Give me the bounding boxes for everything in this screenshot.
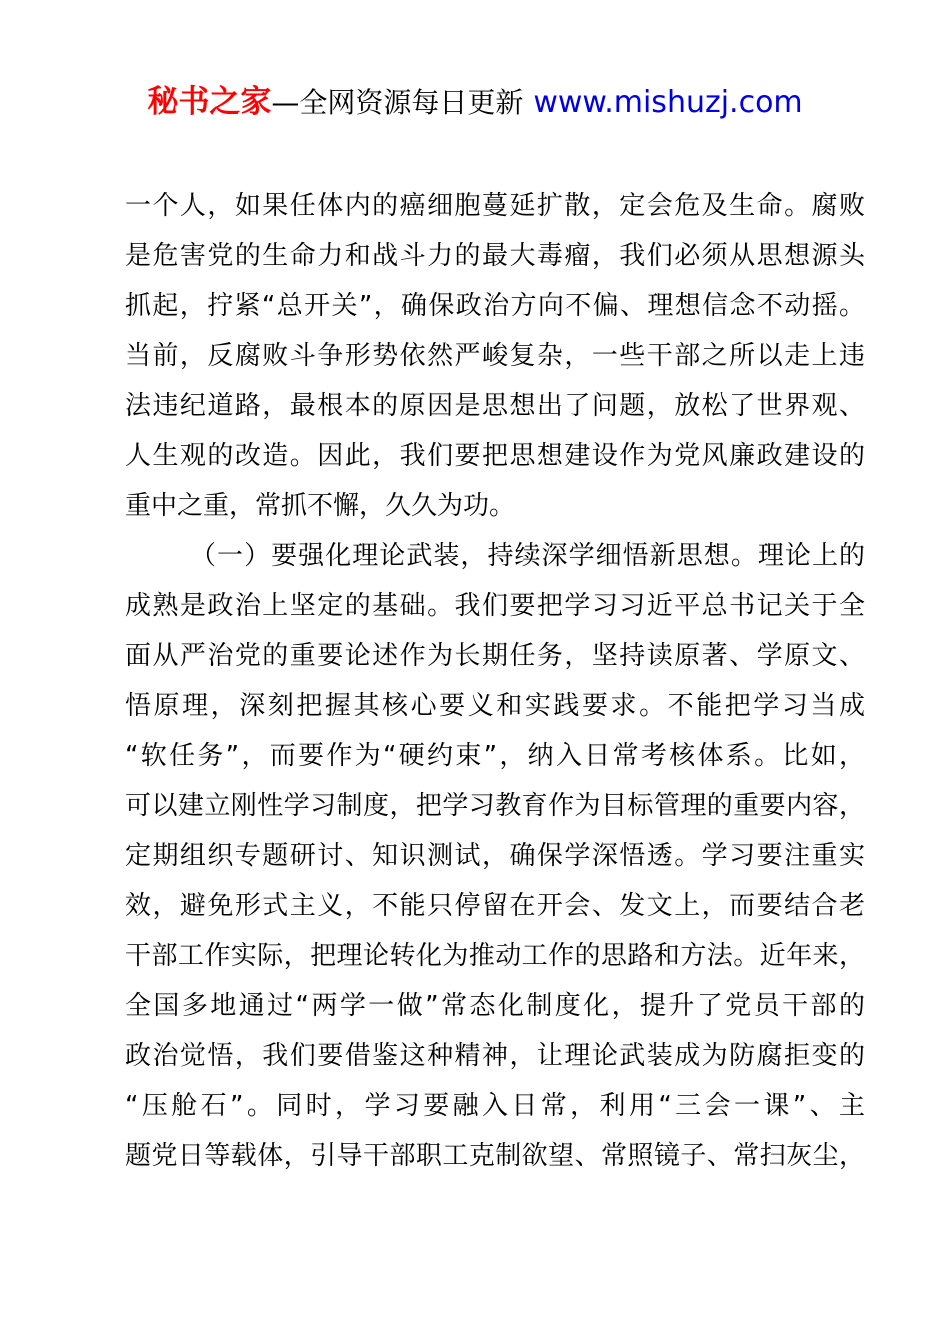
paragraph (125, 531, 865, 1181)
text-line: 人生观的改造。因此，我们要把思想建设作为党风廉政建设的 (125, 441, 865, 471)
text-line: 干部工作实际，把理论转化为推动工作的思路和方法。近年来， (125, 941, 865, 971)
text-line: “压舱石”。同时，学习要融入日常，利用“三会一课”、主 (125, 1091, 865, 1121)
text-line: 抓起，拧紧“总开关”，确保政治方向不偏、理想信念不动摇。 (125, 291, 865, 321)
site-header (0, 82, 950, 127)
text-line: 悟原理，深刻把握其核心要义和实践要求。不能把学习当成 (125, 691, 865, 721)
text-line: （一）要强化理论武装，持续深学细悟新思想。理论上的 (190, 541, 865, 571)
text-line: 一个人，如果任体内的癌细胞蔓延扩散，定会危及生命。腐败 (125, 191, 865, 221)
text-line: 成熟是政治上坚定的基础。我们要把学习习近平总书记关于全 (125, 591, 865, 621)
text-line: 法违纪道路，最根本的原因是思想出了问题，放松了世界观、 (125, 391, 865, 421)
text-line: 重中之重，常抓不懈，久久为功。 (125, 491, 516, 521)
text-line: 当前，反腐败斗争形势依然严峻复杂，一些干部之所以走上违 (125, 341, 865, 371)
text-line: 可以建立刚性学习制度，把学习教育作为目标管理的重要内容， (125, 791, 865, 821)
text-line: 面从严治党的重要论述作为长期任务，坚持读原著、学原文、 (125, 641, 865, 671)
site-name: 秘书之家 (147, 84, 272, 120)
text-line: 全国多地通过“两学一做”常态化制度化，提升了党员干部的 (125, 991, 865, 1021)
header-separator: — (271, 86, 300, 119)
text-line: 题党日等载体，引导干部职工克制欲望、常照镜子、常扫灰尘， (125, 1141, 865, 1171)
text-line: 政治觉悟，我们要借鉴这种精神，让理论武装成为防腐拒变的 (125, 1041, 865, 1071)
paragraph (125, 181, 865, 531)
site-url-link[interactable]: www.mishuzj.com (533, 85, 803, 120)
text-line: 是危害党的生命力和战斗力的最大毒瘤，我们必须从思想源头 (125, 241, 865, 271)
text-line: 效，避免形式主义，不能只停留在开会、发文上，而要结合老 (125, 891, 865, 921)
document-body (125, 181, 865, 1181)
site-tagline: 全网资源每日更新 (299, 86, 524, 119)
text-line: 定期组织专题研讨、知识测试，确保学深悟透。学习要注重实 (125, 841, 865, 871)
text-line: “软任务”，而要作为“硬约束”，纳入日常考核体系。比如， (125, 741, 865, 771)
